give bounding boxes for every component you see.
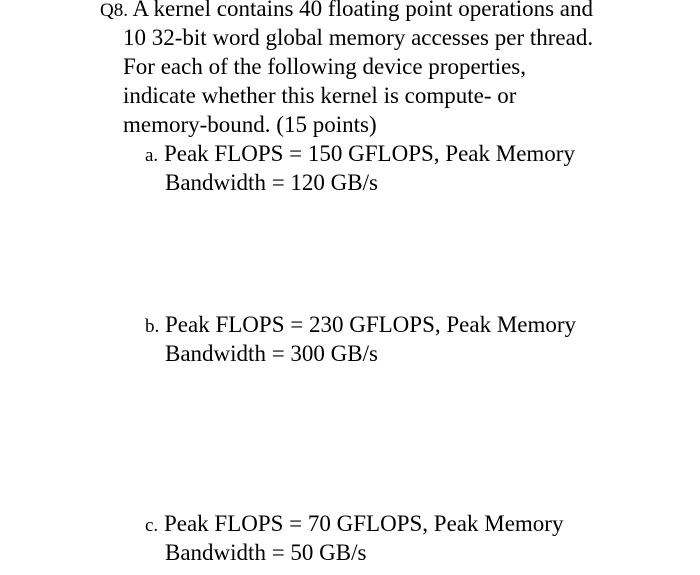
part-b-text-1: Peak FLOPS = 230 GFLOPS, Peak Memory [165, 312, 577, 337]
question-text-line-1: A kernel contains 40 floating point operations and [132, 0, 594, 21]
part-c-marker: c. [145, 515, 159, 536]
question-text-line-5: memory-bound. (15 points) [123, 112, 377, 137]
part-a-text-1: Peak FLOPS = 150 GFLOPS, Peak Memory [163, 141, 575, 166]
part-c-line-1 [145, 509, 563, 540]
question-number: Q8. [100, 0, 128, 21]
question-text-line-4: indicate whether this kernel is compute- or [123, 83, 517, 108]
part-b-line-2: Bandwidth = 300 GB/s [165, 341, 378, 366]
part-c-line-2: Bandwidth = 50 GB/s [165, 540, 367, 565]
question-text-line-2: 10 32-bit word global memory accesses per thread. [123, 25, 594, 50]
part-b-marker: b. [145, 316, 160, 337]
part-a-line-2: Bandwidth = 120 GB/s [165, 170, 378, 195]
question-text-line-3: For each of the following device properties, [123, 54, 527, 79]
part-a-marker: a. [145, 145, 159, 166]
part-c-text-1: Peak FLOPS = 70 GFLOPS, Peak Memory [163, 511, 564, 536]
part-a-line-1 [145, 139, 575, 170]
question-first-line [100, 0, 593, 25]
part-b-line-1 [145, 310, 576, 341]
